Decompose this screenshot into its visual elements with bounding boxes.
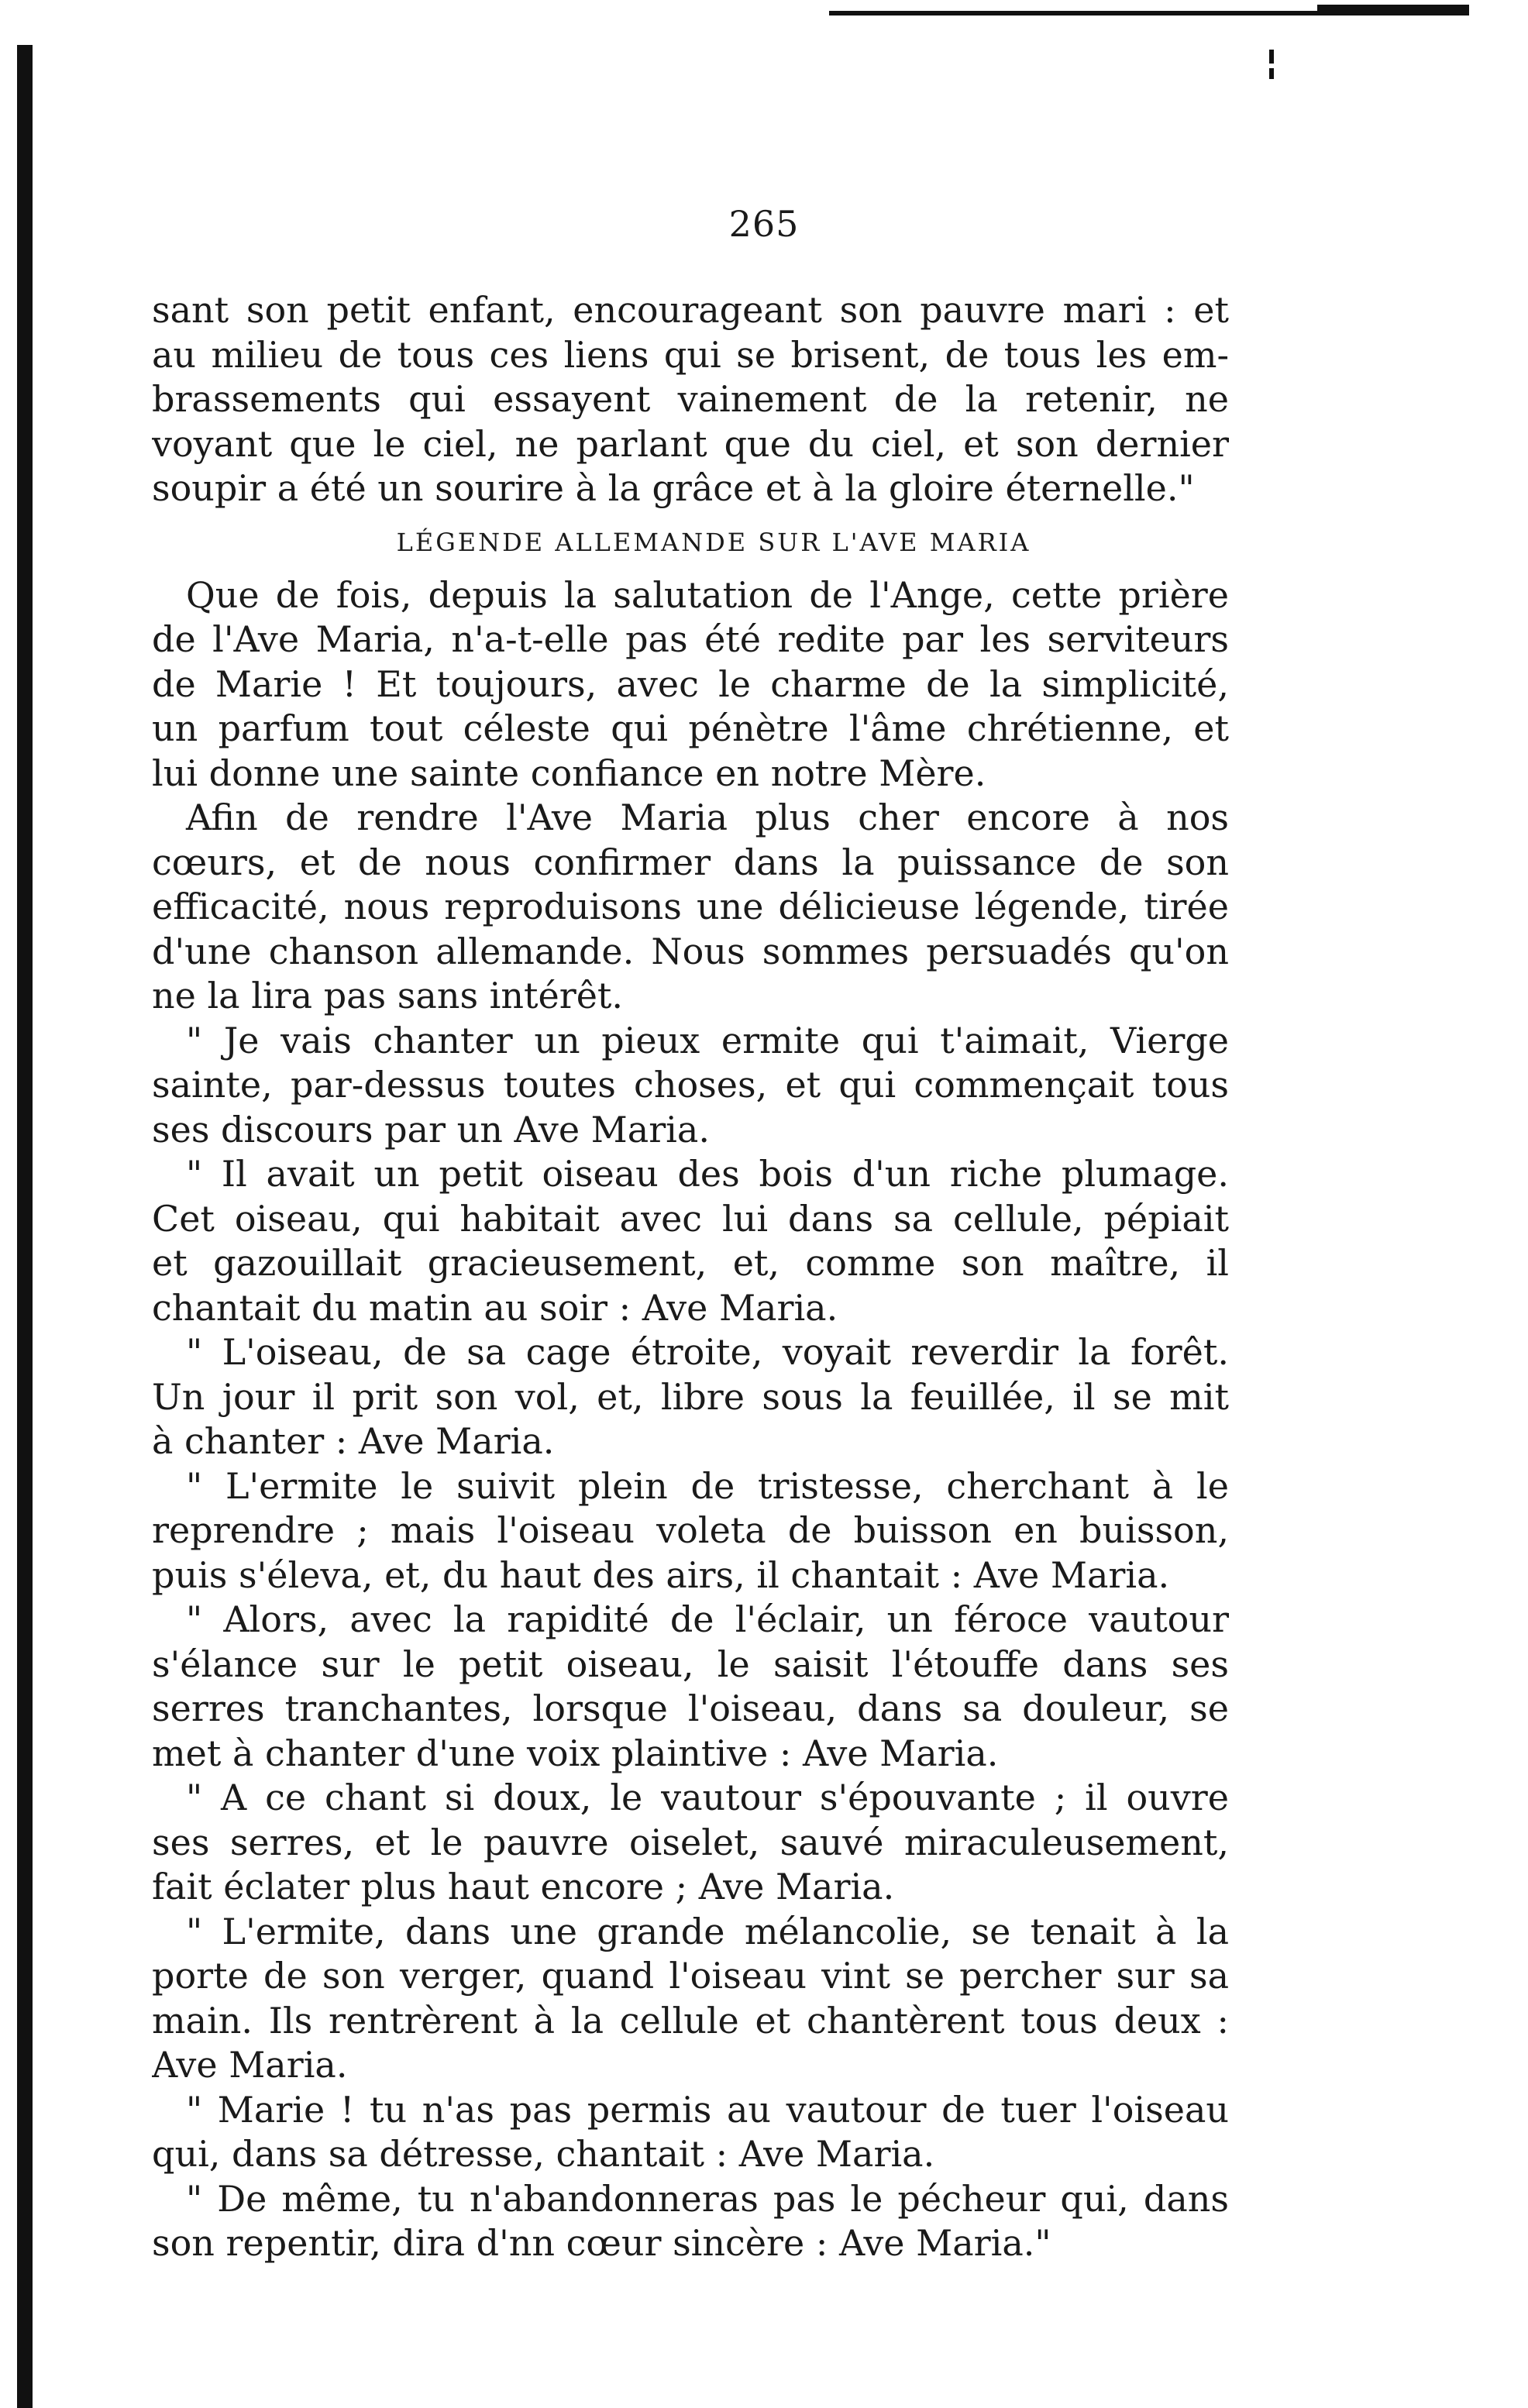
text-line: puis s'éleva, et, du haut des airs, il chantait : Ave Maria.: [152, 1553, 1170, 1596]
text-line: Que de fois, depuis la salutation de l'Ange, cette prière: [186, 573, 1229, 616]
text-line: main. Ils rentrèrent à la cellule et chantèrent tous deux :: [152, 1999, 1229, 2042]
paragraph: [152, 1776, 1229, 1910]
text-line: de Marie ! Et toujours, avec le charme de la simplicité,: [152, 662, 1229, 705]
text-line: " L'ermite le suivit plein de tristesse, cherchant à le: [186, 1464, 1229, 1507]
text-line: " Alors, avec la rapidité de l'éclair, un féroce vautour: [186, 1598, 1229, 1640]
text-line: ses discours par un Ave Maria.: [152, 1108, 710, 1151]
page-number: 265: [728, 203, 800, 245]
text-line: voyant que le ciel, ne parlant que du ciel, et son dernier: [152, 422, 1229, 465]
text-line: sant son petit enfant, encourageant son pauvre mari : et: [152, 289, 1229, 331]
text-line: serres tranchantes, lorsque l'oiseau, dans sa douleur, se: [152, 1687, 1229, 1729]
paragraph: [152, 1464, 1229, 1598]
text-line: Afin de rendre l'Ave Maria plus cher encore à nos: [186, 796, 1229, 838]
text-line: fait éclater plus haut encore ; Ave Maria.: [152, 1866, 895, 1907]
text-line: met à chanter d'une voix plaintive : Ave Maria.: [152, 1732, 999, 1774]
text-line: Cet oiseau, qui habitait avec lui dans sa cellule, pépiait: [152, 1197, 1229, 1240]
text-line: chantait du matin au soir : Ave Maria.: [152, 1286, 838, 1329]
text-line: lui donne une sainte confiance en notre Mère.: [152, 752, 986, 794]
text-line: son repentir, dira d'nn cœur sincère : Ave Maria.": [152, 2222, 1051, 2264]
paragraph: [152, 1598, 1229, 1776]
opening-paragraph: [152, 288, 1229, 511]
text-line: ne la lira pas sans intérêt.: [152, 975, 624, 1017]
text-line: un parfum tout céleste qui pénètre l'âme chrétienne, et: [152, 707, 1229, 749]
text-line: Un jour il prit son vol, et, libre sous la feuillée, il se mit: [152, 1375, 1229, 1418]
paragraph: [152, 1152, 1229, 1330]
text-line: " Je vais chanter un pieux ermite qui t'aimait, Vierge: [186, 1019, 1229, 1061]
text-line: à chanter : Ave Maria.: [152, 1420, 555, 1462]
paragraph: [152, 2088, 1229, 2177]
scan-top-rule-end: [1317, 5, 1469, 14]
text-line: au milieu de tous ces liens qui se brisent, de tous les em-: [152, 333, 1229, 376]
text-line: " A ce chant si doux, le vautour s'épouvante ; il ouvre: [186, 1777, 1229, 1818]
text-line: de l'Ave Maria, n'a-t-elle pas été redite par les serviteurs: [152, 618, 1229, 660]
scan-binding-edge: [17, 45, 33, 2408]
text-line: " Marie ! tu n'as pas permis au vautour de tuer l'oiseau: [186, 2088, 1229, 2131]
body-text: [152, 288, 1229, 2266]
text-line: sainte, par-dessus toutes choses, et qui commençait tous: [152, 1064, 1229, 1106]
section-heading: LÉGENDE ALLEMANDE SUR L'AVE MARIA: [396, 527, 1031, 557]
text-line: Ave Maria.: [152, 2044, 348, 2086]
text-line: cœurs, et de nous confirmer dans la puissance de son: [152, 841, 1229, 883]
paragraph: [152, 2177, 1229, 2266]
text-line: et gazouillait gracieusement, et, comme son maître, il: [152, 1242, 1229, 1284]
paragraph: [152, 1910, 1229, 2088]
paragraph: [152, 573, 1229, 796]
text-line: s'élance sur le petit oiseau, le saisit l'étouffe dans ses: [152, 1643, 1229, 1685]
text-line: d'une chanson allemande. Nous sommes persuadés qu'on: [152, 930, 1229, 972]
text-line: ses serres, et le pauvre oiselet, sauvé miraculeusement,: [152, 1821, 1229, 1863]
paragraph: [152, 1019, 1229, 1153]
scan-edge-mark: [1269, 50, 1274, 64]
text-line: soupir a été un sourire à la grâce et à la gloire éternelle.": [152, 467, 1195, 509]
text-line: " De même, tu n'abandonneras pas le pécheur qui, dans: [186, 2177, 1229, 2220]
scan-edge-mark: [1269, 68, 1274, 79]
paragraph: [152, 796, 1229, 1019]
text-line: " L'ermite, dans une grande mélancolie, se tenait à la: [186, 1910, 1229, 1952]
text-line: efficacité, nous reproduisons une délicieuse légende, tirée: [152, 886, 1229, 927]
text-line: " L'oiseau, de sa cage étroite, voyait reverdir la forêt.: [186, 1331, 1229, 1373]
text-line: qui, dans sa détresse, chantait : Ave Maria.: [152, 2133, 935, 2175]
text-line: " Il avait un petit oiseau des bois d'un riche plumage.: [186, 1153, 1229, 1195]
text-line: porte de son verger, quand l'oiseau vint se percher sur sa: [152, 1955, 1229, 1997]
paragraph: [152, 1330, 1229, 1464]
text-line: reprendre ; mais l'oiseau voleta de buisson en buisson,: [152, 1509, 1229, 1551]
text-line: brassements qui essayent vainement de la retenir, ne: [152, 378, 1229, 420]
